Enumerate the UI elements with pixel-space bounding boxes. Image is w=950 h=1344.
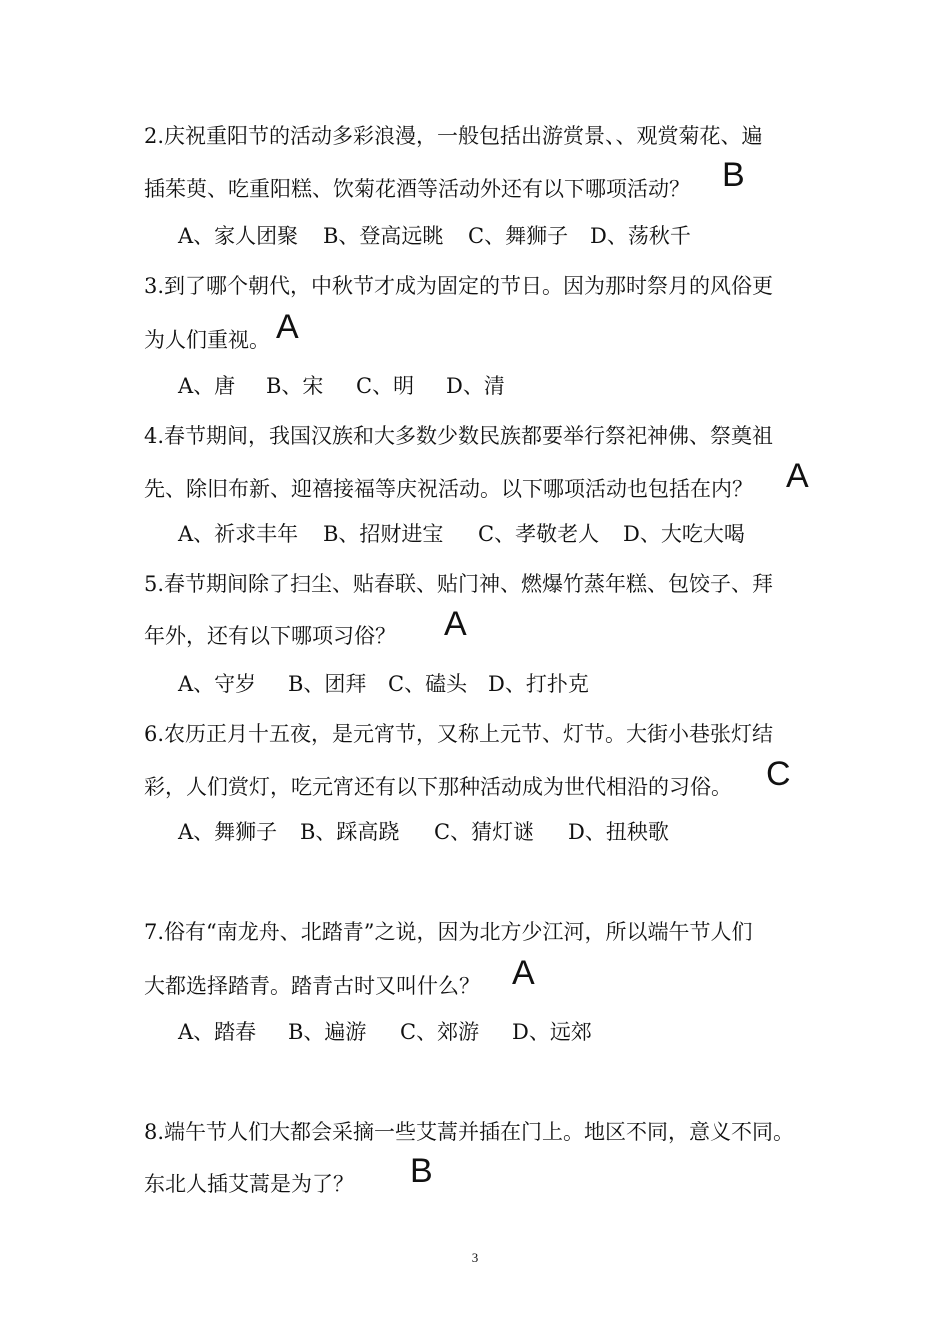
- question-5-answer: A: [444, 605, 467, 643]
- question-3-line-1: 3.到了哪个朝代，中秋节才成为固定的节日。因为那时祭月的风俗更: [144, 274, 774, 298]
- question-3-options: [178, 372, 505, 400]
- question-5-option-a: A、守岁: [178, 672, 257, 696]
- question-5-options: [178, 670, 589, 698]
- question-6-line-1: 6.农历正月十五夜，是元宵节，又称上元节、灯节。大街小巷张灯结: [144, 722, 774, 746]
- question-3-answer: A: [276, 308, 299, 346]
- question-8-line-1: 8.端午节人们大都会采摘一些艾蒿并插在门上。地区不同，意义不同。: [144, 1120, 795, 1144]
- question-5-line-1: 5.春节期间除了扫尘、贴春联、贴门神、燃爆竹蒸年糕、包饺子、拜: [144, 572, 774, 596]
- question-2-line-1: 2.庆祝重阳节的活动多彩浪漫，一般包括出游赏景、、观赏菊花、遍: [144, 124, 763, 148]
- question-4-option-a: A、祈求丰年: [178, 522, 299, 546]
- question-2-option-c: C、舞狮子: [468, 224, 569, 248]
- question-6-option-b: B、踩高跷: [300, 820, 400, 844]
- question-4-option-d: D、大吃大喝: [623, 522, 745, 546]
- question-5-line-2: 年外，还有以下哪项习俗？: [144, 624, 396, 648]
- question-7-option-b: B、遍游: [288, 1020, 367, 1044]
- question-7-option-a: A、踏春: [178, 1020, 257, 1044]
- question-2-line-2: 插茱萸、吃重阳糕、饮菊花酒等活动外还有以下哪项活动？: [144, 177, 690, 201]
- question-8-answer: B: [410, 1152, 433, 1190]
- question-6-line-2: 彩，人们赏灯，吃元宵还有以下那种活动成为世代相沿的习俗。: [144, 775, 732, 799]
- question-7-line-1: 7.俗有“南龙舟、北踏青”之说，因为北方少江河，所以端午节人们: [144, 920, 753, 944]
- question-4-line-1: 4.春节期间，我国汉族和大多数少数民族都要举行祭祀神佛、祭奠祖: [144, 424, 774, 448]
- question-4-options: [178, 520, 745, 548]
- question-2-option-a: A、家人团聚: [178, 224, 299, 248]
- question-2-option-d: D、荡秋千: [590, 224, 691, 248]
- question-3-option-d: D、清: [446, 374, 505, 398]
- question-7-options: [178, 1018, 592, 1046]
- question-4-answer: A: [786, 457, 809, 495]
- question-8-line-2: 东北人插艾蒿是为了？: [144, 1172, 354, 1196]
- question-3-option-a: A、唐: [178, 374, 236, 398]
- question-4-option-c: C、孝敬老人: [478, 522, 600, 546]
- question-3-option-c: C、明: [356, 374, 415, 398]
- question-3-line-2: 为人们重视。: [144, 328, 270, 352]
- question-7-option-c: C、郊游: [400, 1020, 480, 1044]
- question-7-answer: A: [512, 954, 535, 992]
- question-3-option-b: B、宋: [266, 374, 324, 398]
- question-7-line-2: 大都选择踏青。踏青古时又叫什么？: [144, 974, 480, 998]
- question-6-option-d: D、扭秧歌: [568, 820, 669, 844]
- page-number: 3: [471, 1250, 479, 1265]
- question-5-option-b: B、团拜: [288, 672, 367, 696]
- question-5-option-c: C、磕头: [388, 672, 468, 696]
- question-6-options: [178, 818, 669, 846]
- question-6-option-c: C、猜灯谜: [434, 820, 535, 844]
- question-2-options: [178, 222, 691, 250]
- question-6-option-a: A、舞狮子: [178, 820, 278, 844]
- question-2-answer: B: [722, 156, 745, 194]
- question-5-option-d: D、打扑克: [488, 672, 589, 696]
- question-4-option-b: B、招财进宝: [323, 522, 444, 546]
- question-7-option-d: D、远郊: [512, 1020, 592, 1044]
- question-6-answer: C: [766, 755, 791, 793]
- question-4-line-2: 先、除旧布新、迎禧接福等庆祝活动。以下哪项活动也包括在内？: [144, 477, 753, 501]
- question-2-option-b: B、登高远眺: [323, 224, 444, 248]
